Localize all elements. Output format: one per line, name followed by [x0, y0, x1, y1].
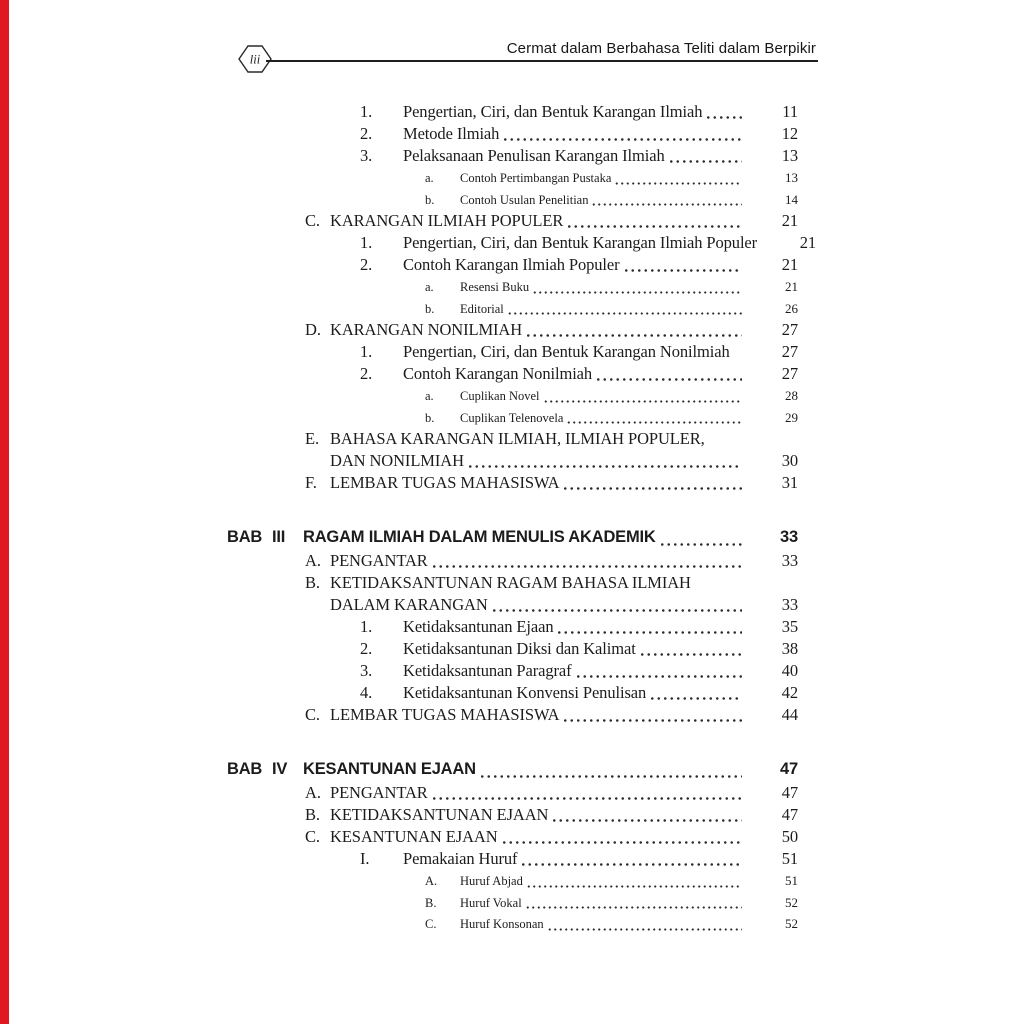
entry-page-number: 35 [781, 617, 798, 636]
entry-label: C. [425, 917, 437, 931]
entry-title: Cuplikan Novel [460, 389, 540, 403]
entry-label: F. [305, 473, 317, 492]
toc-entry [0, 210, 1024, 232]
entry-page-number: 27 [781, 320, 798, 339]
entry-page-number: 21 [781, 211, 798, 230]
toc-entry [0, 472, 1024, 494]
toc-entry [0, 572, 1024, 594]
dot-leader [520, 863, 742, 866]
entry-page-number: 21 [781, 255, 798, 274]
dot-leader [562, 719, 742, 722]
entry-label: C. [305, 211, 320, 230]
entry-label: C. [305, 705, 320, 724]
dot-leader [694, 587, 742, 590]
entry-title: Metode Ilmiah [403, 124, 500, 143]
entry-title: PENGANTAR [330, 783, 428, 802]
toc-entry [0, 232, 1024, 254]
entry-page-number: 38 [781, 639, 798, 658]
toc-entry [0, 319, 1024, 341]
dot-leader [507, 312, 742, 315]
toc-chapter-entry [0, 756, 1024, 782]
entry-title: Pengertian, Ciri, dan Bentuk Karangan Ilmiah [403, 102, 703, 121]
entry-label: 1. [360, 102, 373, 121]
entry-title: LEMBAR TUGAS MAHASISWA [330, 473, 560, 492]
toc-entry [0, 254, 1024, 276]
entry-title: Ketidaksantunan Diksi dan Kalimat [403, 639, 636, 658]
chapter-word: BAB [227, 528, 263, 546]
entry-label: a. [425, 389, 434, 403]
entry-title: Contoh Pertimbangan Pustaka [460, 171, 612, 185]
entry-title: Ketidaksantunan Ejaan [403, 617, 554, 636]
dot-leader [566, 421, 742, 424]
entry-page-number: 51 [785, 873, 798, 888]
header-rule [266, 60, 818, 62]
dot-leader [708, 443, 742, 446]
entry-title: KARANGAN ILMIAH POPULER [330, 211, 564, 230]
table-of-contents [0, 101, 1024, 935]
entry-page-number: 12 [781, 124, 798, 143]
entry-label: 3. [360, 661, 373, 680]
entry-page-number: 44 [781, 705, 798, 724]
entry-title: Cuplikan Telenovela [460, 410, 564, 425]
entry-page-number: 50 [781, 827, 798, 846]
entry-label: a. [425, 171, 434, 185]
dot-leader [491, 609, 742, 612]
entry-label: A. [305, 551, 321, 570]
entry-title: Ketidaksantunan Konvensi Penulisan [403, 683, 647, 702]
entry-label: b. [425, 301, 435, 316]
entry-title: Ketidaksantunan Paragraf [403, 661, 572, 680]
toc-entry [0, 189, 1024, 211]
entry-title: KETIDAKSANTUNAN RAGAM BAHASA ILMIAH [330, 573, 691, 592]
dot-leader [502, 138, 742, 141]
entry-title: Huruf Abjad [460, 874, 523, 888]
section-gap [0, 726, 1024, 756]
entry-page-number: 33 [781, 551, 798, 570]
dot-leader [614, 182, 742, 185]
entry-page-number: 21 [785, 279, 798, 294]
entry-title: DAN NONILMIAH [330, 451, 464, 470]
toc-entry [0, 616, 1024, 638]
toc-entry [0, 682, 1024, 704]
toc-chapter-entry [0, 524, 1024, 550]
dot-leader [551, 819, 742, 822]
toc-entry [0, 145, 1024, 167]
toc-entry [0, 913, 1024, 935]
entry-title: KETIDAKSANTUNAN EJAAN [330, 805, 549, 824]
entry-title: Editorial [460, 301, 504, 316]
toc-entry [0, 704, 1024, 726]
chapter-page-number: 47 [780, 760, 798, 778]
entry-label: a. [425, 280, 434, 294]
dot-leader [659, 543, 742, 546]
toc-entry [0, 276, 1024, 298]
entry-page-number: 13 [785, 170, 798, 185]
toc-entry [0, 550, 1024, 572]
entry-page-number: 47 [781, 783, 798, 802]
entry-label: 1. [360, 617, 373, 636]
entry-page-number: 51 [781, 849, 798, 868]
entry-page-number: 33 [781, 595, 798, 614]
toc-entry [0, 428, 1024, 450]
toc-entry [0, 167, 1024, 189]
entry-title: Contoh Karangan Nonilmiah [403, 364, 593, 383]
toc-entry [0, 594, 1024, 616]
entry-title: Contoh Usulan Penelitian [460, 192, 589, 207]
badge-page-number: lii [249, 52, 261, 67]
dot-leader [591, 203, 742, 206]
toc-entry [0, 660, 1024, 682]
page-number-badge [238, 44, 272, 74]
dot-leader [501, 841, 742, 844]
chapter-roman-numeral: IV [272, 760, 288, 778]
entry-label: b. [425, 192, 435, 207]
toc-entry [0, 804, 1024, 826]
entry-title: Huruf Konsonan [460, 917, 544, 931]
entry-label: 2. [360, 639, 373, 658]
toc-entry [0, 892, 1024, 914]
toc-entry [0, 638, 1024, 660]
dot-leader [562, 487, 742, 490]
dot-leader [547, 928, 742, 931]
entry-page-number: 11 [782, 102, 798, 121]
entry-page-number: 30 [781, 451, 798, 470]
toc-entry [0, 407, 1024, 429]
entry-label: 2. [360, 255, 373, 274]
entry-page-number: 29 [785, 409, 798, 425]
toc-entry [0, 341, 1024, 363]
toc-entry [0, 870, 1024, 892]
entry-page-number: 40 [781, 661, 798, 680]
section-gap [0, 494, 1024, 524]
entry-label: A. [305, 783, 321, 802]
toc-entry [0, 123, 1024, 145]
dot-leader [431, 565, 742, 568]
entry-title: PENGANTAR [330, 551, 428, 570]
dot-leader [526, 885, 742, 888]
hexagon-badge-icon [238, 44, 272, 74]
dot-leader [575, 675, 743, 678]
entry-label: 1. [360, 233, 373, 252]
dot-leader [525, 906, 742, 909]
entry-label: 4. [360, 683, 373, 702]
entry-title: BAHASA KARANGAN ILMIAH, ILMIAH POPULER, [330, 429, 705, 448]
entry-label: D. [305, 320, 321, 339]
entry-label: 1. [360, 342, 373, 361]
chapter-word: BAB [227, 760, 263, 778]
toc-entry [0, 826, 1024, 848]
entry-title: KARANGAN NONILMIAH [330, 320, 523, 339]
entry-label: A. [425, 874, 438, 888]
entry-title: LEMBAR TUGAS MAHASISWA [330, 705, 560, 724]
toc-entry [0, 298, 1024, 320]
entry-title: KESANTUNAN EJAAN [330, 827, 498, 846]
toc-entry [0, 385, 1024, 407]
toc-entry [0, 101, 1024, 123]
entry-page-number: 27 [781, 342, 798, 361]
entry-title: DALAM KARANGAN [330, 595, 488, 614]
entry-title: Pelaksanaan Penulisan Karangan Ilmiah [403, 146, 665, 165]
dot-leader [532, 291, 742, 294]
entry-title: Pemakaian Huruf [403, 849, 518, 868]
entry-page-number: 47 [781, 805, 798, 824]
entry-label: B. [305, 805, 320, 824]
dot-leader [556, 631, 742, 634]
entry-page-number: 26 [785, 300, 798, 316]
entry-label: 2. [360, 364, 373, 383]
dot-leader [479, 775, 742, 778]
entry-title: Contoh Karangan Ilmiah Populer [403, 255, 620, 274]
entry-page-number: 21 [799, 233, 817, 252]
toc-entry [0, 450, 1024, 472]
dot-leader [733, 356, 742, 359]
dot-leader [566, 225, 742, 228]
toc-entry [0, 782, 1024, 804]
chapter-title: KESANTUNAN EJAAN [303, 760, 476, 778]
entry-label: 3. [360, 146, 373, 165]
chapter-roman-numeral: III [272, 528, 286, 546]
entry-title: Pengertian, Ciri, dan Bentuk Karangan Nonilmiah [403, 342, 730, 361]
entry-label: I. [360, 849, 370, 868]
toc-entry [0, 848, 1024, 870]
entry-title: Huruf Vokal [460, 895, 522, 910]
entry-page-number: 52 [785, 894, 798, 910]
dot-leader [639, 653, 742, 656]
entry-page-number: 14 [785, 191, 798, 207]
entry-label: B. [425, 895, 437, 910]
entry-label: b. [425, 410, 435, 425]
dot-leader [595, 378, 742, 381]
dot-leader [623, 269, 743, 272]
dot-leader [431, 797, 742, 800]
running-head-title: Cermat dalam Berbahasa Teliti dalam Berpikir [506, 40, 816, 57]
chapter-title: RAGAM ILMIAH DALAM MENULIS AKADEMIK [303, 528, 656, 546]
entry-label: 2. [360, 124, 373, 143]
entry-page-number: 27 [781, 364, 798, 383]
entry-title: Resensi Buku [460, 280, 530, 294]
dot-leader [705, 116, 742, 119]
entry-page-number: 28 [785, 388, 798, 403]
entry-page-number: 52 [785, 916, 798, 931]
dot-leader [467, 465, 742, 468]
entry-page-number: 13 [781, 146, 798, 165]
dot-leader [525, 334, 742, 337]
entry-page-number: 42 [781, 683, 798, 702]
dot-leader [543, 400, 742, 403]
chapter-page-number: 33 [780, 528, 798, 546]
entry-title: Pengertian, Ciri, dan Bentuk Karangan Ilmiah Populer [403, 233, 758, 252]
entry-label: C. [305, 827, 320, 846]
entry-label: E. [305, 429, 320, 448]
dot-leader [649, 697, 742, 700]
dot-leader [668, 160, 742, 163]
toc-entry [0, 363, 1024, 385]
entry-page-number: 31 [781, 473, 798, 492]
entry-label: B. [305, 573, 320, 592]
